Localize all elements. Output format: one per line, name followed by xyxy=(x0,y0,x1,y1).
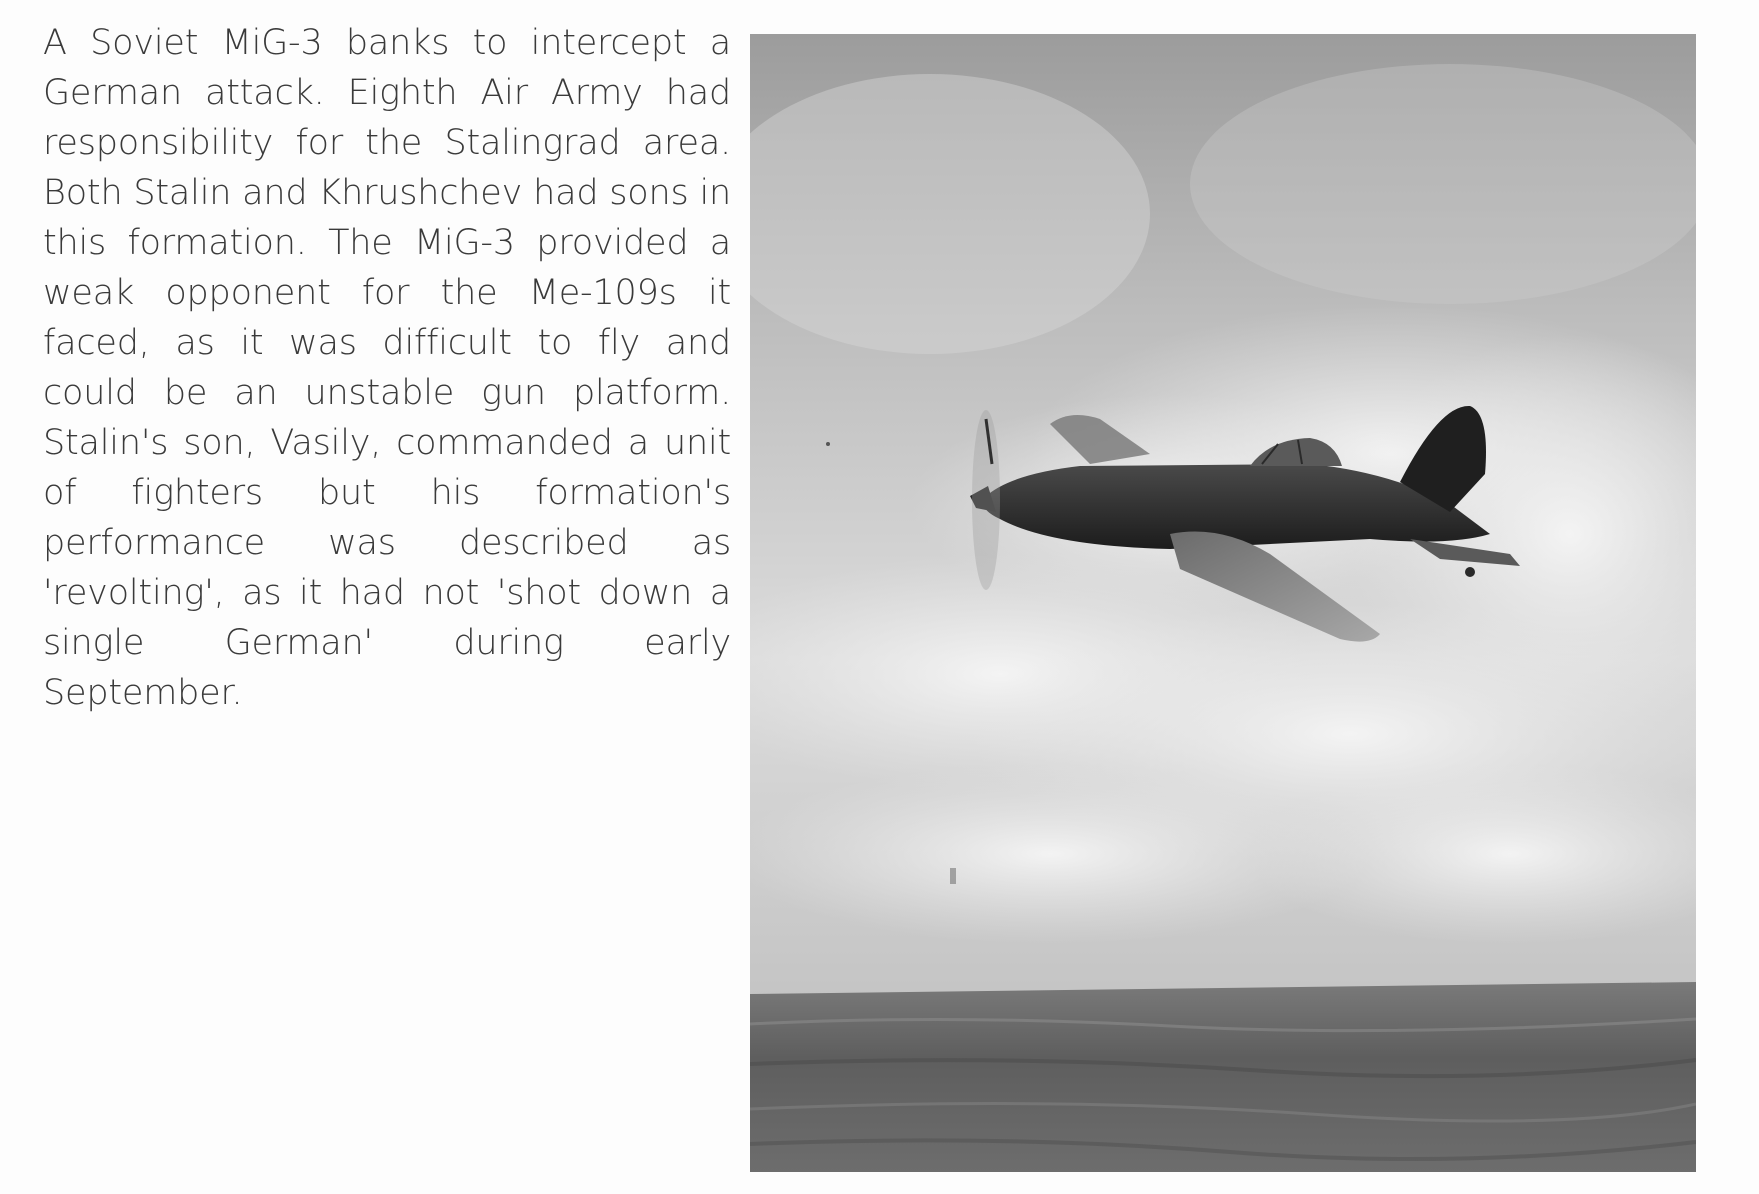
mig3-photograph xyxy=(750,34,1696,1172)
photograph-image xyxy=(750,34,1696,1172)
photo-caption: A Soviet MiG-3 banks to intercept a German attack. Eighth Air Army had responsibility for the Stalingrad area. Both Stalin and Khrushchev had sons in this formation. The MiG-3 provided a weak opponent for the Me-109s it faced, as it was difficult to fly and could be an unstable gun platform. Stalin's son, Vasily, commanded a unit of fighters but his formation's performance was described as 'revolting', as it had not 'shot down a single German' during early September. xyxy=(43,23,731,713)
